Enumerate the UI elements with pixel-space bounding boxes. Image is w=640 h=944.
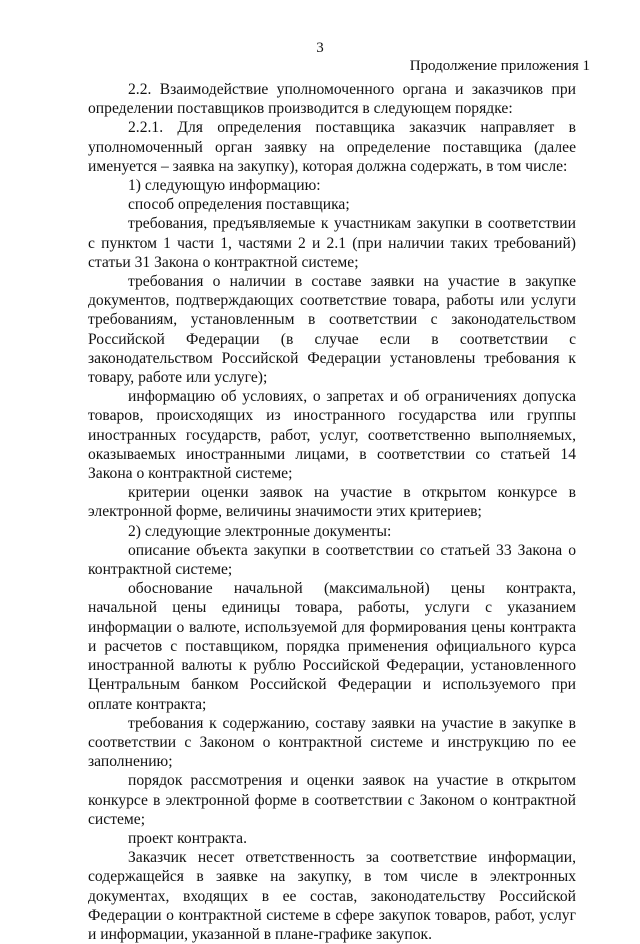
- paragraph-participant-requirements: требования, предъявляемые к участникам закупки в соответствии с пунктом 1 части 1, частями 2 и 2.1 (при наличии таких требований) статьи 31 Закона о контрактной системе;: [88, 215, 576, 271]
- paragraph-price-justification: обоснование начальной (максимальной) цены контракта, начальной цены единицы товара, работы, услуги с указанием информации о валюте, используемой для формирования цены контракта и расчетов с поставщиком, порядка применения официального курса иностранной валюты к рублю Российской Федерации, установленного Центральным банком Российской Федерации и используемого при оплате контракта;: [88, 580, 576, 713]
- paragraph-edocs-heading: 2) следующие электронные документы:: [128, 522, 392, 540]
- paragraph-info-heading: 1) следующую информацию:: [128, 177, 321, 195]
- paragraph-responsibility: Заказчик несет ответственность за соответствие информации, содержащейся в заявке на закупку, в том числе в электронных документах, входящих в ее состав, законодательству Российской Федерации о контрактной системе в сфере закупок товаров, работ, услуг и информации, указанной в плане-графике закупок.: [88, 849, 576, 943]
- paragraph-application-requirements: требования к содержанию, составу заявки на участие в закупке в соответствии с Законом о контрактной системе и инструкцию по ее заполнению;: [88, 714, 576, 771]
- page-number: 3: [316, 40, 324, 56]
- paragraph-contract-draft: проект контракта.: [128, 829, 247, 847]
- paragraph-method: способ определения поставщика;: [128, 196, 350, 214]
- paragraph-evaluation-procedure: порядок рассмотрения и оценки заявок на участие в открытом конкурсе в электронной форме в соответствии с Законом о контрактной системе;: [88, 772, 576, 828]
- paragraph-object-description: описание объекта закупки в соответствии со статьей 33 Закона о контрактной системе;: [88, 541, 576, 579]
- paragraph-restrictions: информацию об условиях, о запретах и об ограничениях допуска товаров, происходящих из иностранного государства или группы иностранных государств, работ, услуг, соответственно выполняемых, оказываемых иностранными лицами, в соответствии со статьей 14 Закона о контрактной системе;: [88, 388, 576, 483]
- paragraph-2-2-1: 2.2.1. Для определения поставщика заказчик направляет в уполномоченный орган заявку на определение поставщика (далее именуется – заявка на закупку), которая должна содержать, в том числе:: [88, 119, 576, 175]
- continuation-label: Продолжение приложения 1: [409, 58, 590, 74]
- paragraph-document-requirements: требования о наличии в составе заявки на участие в закупке документов, подтверждающих соответствие товара, работы или услуги требованиям, установленным в соответствии с законодательством Российской Федерации (в случае если в соответствии с законодательством Российской Федерации установлены требования к товару, работе или услуге);: [88, 273, 576, 387]
- paragraph-criteria: критерии оценки заявок на участие в открытом конкурсе в электронной форме, величины значимости этих критериев;: [88, 484, 576, 521]
- paragraph-2-2: 2.2. Взаимодействие уполномоченного органа и заказчиков при определении поставщиков производится в следующем порядке:: [88, 81, 576, 118]
- document-body: [88, 80, 576, 944]
